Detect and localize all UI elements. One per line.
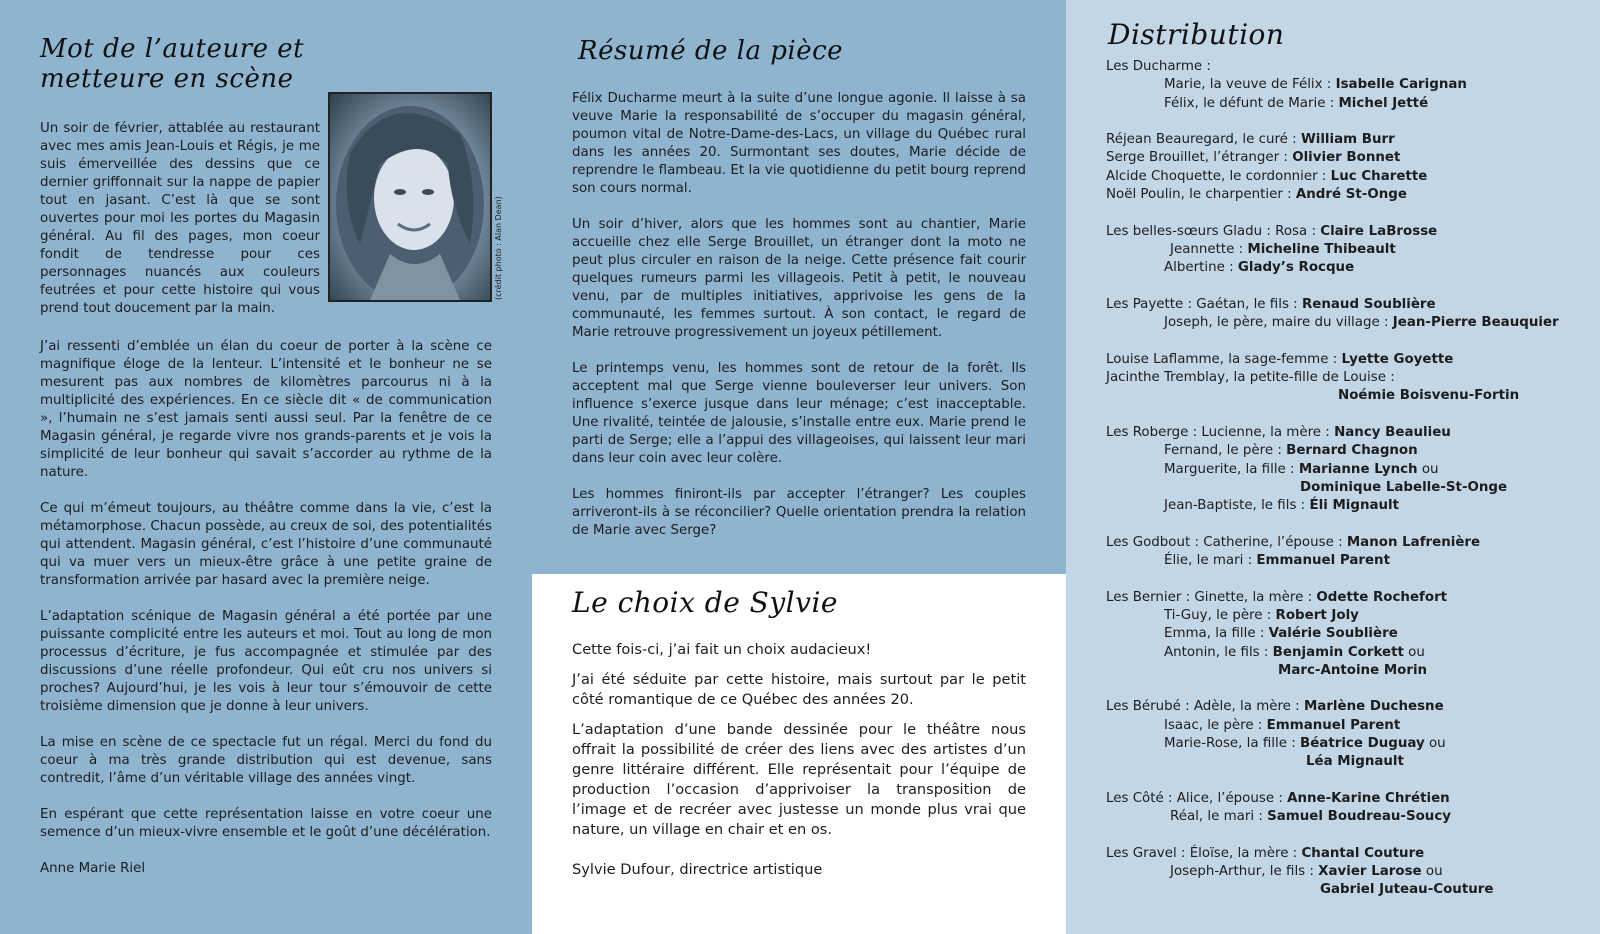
cast-role: Jean-Baptiste, le fils : xyxy=(1164,498,1310,514)
author-photo xyxy=(328,92,492,302)
cast-row xyxy=(1106,552,1586,570)
cast-actor: Dominique Labelle-St-Onge xyxy=(1300,479,1508,495)
cast-row xyxy=(1106,644,1586,662)
cast-actor: Emmanuel Parent xyxy=(1266,717,1401,733)
cast-role: Albertine : xyxy=(1164,260,1238,276)
author-paragraph-3: Ce qui m’émeut toujours, au théâtre comme dans la vie, c’est la métamorphose. Chacun possède, au creux de soi, des potentialités qui attendent. Magasin général, c’est l’histoire d’une communauté qui va muer vers un mieux-être grâce à une petite graine de transformation arrivée par hasard avec la première neige. xyxy=(40,501,492,588)
cast-role: Ti-Guy, le père : xyxy=(1164,607,1276,623)
cast-actor: Anne-Karine Chrétien xyxy=(1287,790,1450,806)
cast-actor: Béatrice Duguay xyxy=(1300,735,1425,751)
cast-row xyxy=(1106,698,1586,716)
resume-text xyxy=(572,90,1026,540)
cast-actor: Nancy Beaulieu xyxy=(1334,424,1451,440)
cast-actor: Glady’s Rocque xyxy=(1237,260,1355,276)
cast-actor: Samuel Boudreau-Soucy xyxy=(1267,809,1451,825)
cast-row xyxy=(1106,424,1586,442)
cast-actor: Marc-Antoine Morin xyxy=(1278,662,1428,678)
cast-role: Les Gravel : Éloïse, la mère : xyxy=(1106,845,1302,861)
cast-row xyxy=(1106,479,1586,497)
cast-row xyxy=(1106,351,1586,369)
cast-actor: Gabriel Juteau-Couture xyxy=(1320,882,1494,898)
cast-row xyxy=(1106,186,1586,204)
cast-row xyxy=(1106,259,1586,277)
author-title: Mot de l’auteure et metteure en scène xyxy=(40,34,305,94)
cast-row xyxy=(1106,735,1586,753)
cast-role: Les Godbout : Catherine, l’épouse : xyxy=(1106,534,1347,550)
cast-role: Alcide Choquette, le cordonnier : xyxy=(1106,168,1331,184)
cast-role: Jeannette : xyxy=(1170,241,1248,257)
cast-actor: Renaud Soublière xyxy=(1301,296,1436,312)
cast-row xyxy=(1106,790,1586,808)
cast-actor: Lyette Goyette xyxy=(1341,351,1454,367)
cast-row xyxy=(1106,131,1586,149)
cast-actor: Luc Charette xyxy=(1330,168,1428,184)
cast-actor: Éli Mignault xyxy=(1309,498,1400,514)
cast-actor: Léa Mignault xyxy=(1306,754,1404,770)
photo-credit: (crédit photo : Alan Dean) xyxy=(494,196,503,300)
cast-actor: Benjamin Corkett xyxy=(1272,644,1404,660)
cast-heading-ducharme: Les Ducharme : xyxy=(1106,59,1211,74)
cast-role: Réal, le mari : xyxy=(1170,809,1268,825)
cast-row xyxy=(1106,863,1586,881)
cast-role: Marie, la veuve de Félix : xyxy=(1164,77,1336,93)
author-signature: Anne Marie Riel xyxy=(40,861,146,876)
cast-role: Emma, la fille : xyxy=(1164,626,1269,642)
cast-role: Les Bernier : Ginette, la mère : xyxy=(1106,589,1317,605)
cast-row xyxy=(1106,753,1586,771)
author-paragraph-2: J’ai ressenti d’emblée un élan du coeur de porter à la scène ce magnifique éloge de la lenteur. L’intensité et le bonheur ne se mesurent pas aux nombres de kilomètres parcourus ni à la multiplicité des expériences. En ce siècle dit « de communication », l’humain ne s’est jamais senti aussi seul. Par la fenêtre de ce Magasin général, je regarde vivre nos grands-parents et je vois la simplicité de leur bonheur qui savait s’accorder au rythme de la nature. xyxy=(40,339,492,480)
portrait-image xyxy=(330,94,490,300)
cast-role: Réjean Beauregard, le curé : xyxy=(1106,132,1301,148)
cast-row xyxy=(1106,168,1586,186)
cast-actor: André St-Onge xyxy=(1295,187,1407,203)
cast-role: Félix, le défunt de Marie : xyxy=(1164,95,1339,111)
cast-actor: Marianne Lynch xyxy=(1298,461,1418,477)
cast-row xyxy=(1106,76,1586,94)
cast-row xyxy=(1106,387,1586,405)
resume-paragraph-2: Un soir d’hiver, alors que les hommes sont au chantier, Marie accueille chez elle Serge Brouillet, un étranger dont la moto ne peut plus circuler en raison de la neige. Cette présence fait courir quelques rumeurs parmi les villageois. Petit à petit, le nouveau venu, par de multiples initiatives, apprivoise les gens de la communauté, les femmes surtout. À son contact, le regard de Marie retrouve progressivement un joyeux pétillement. xyxy=(572,217,1026,340)
cast-row xyxy=(1106,808,1586,826)
author-paragraph-6: En espérant que cette représentation laisse en votre coeur une semence d’un mieux-vivre ensemble et le goût d’une décélération. xyxy=(40,807,492,840)
choix-text xyxy=(572,640,1026,880)
cast-actor: Marlène Duchesne xyxy=(1303,699,1444,715)
cast-row xyxy=(1106,497,1586,515)
cast-role: Les Bérubé : Adèle, la mère : xyxy=(1106,699,1304,715)
cast-role: Les Côté : Alice, l’épouse : xyxy=(1106,790,1288,806)
cast-actor: Jean-Pierre Beauquier xyxy=(1392,315,1559,331)
cast-or: ou xyxy=(1417,461,1439,477)
cast-actor: Robert Joly xyxy=(1275,607,1359,623)
resume-paragraph-1: Félix Ducharme meurt à la suite d’une longue agonie. Il laisse à sa veuve Marie la responsabilité de s’occuper du magasin général, poumon vital de Notre-Dame-des-Lacs, un village du Québec rural dans les années 20. Surmontant ses doutes, Marie décide de reprendre le flambeau. Et la vie quotidienne du petit bourg reprend son cours normal. xyxy=(572,91,1026,196)
choix-signature: Sylvie Dufour, directrice artistique xyxy=(572,861,823,878)
cast-role: Joseph, le père, maire du village : xyxy=(1164,315,1393,331)
cast-role: Antonin, le fils : xyxy=(1164,644,1273,660)
cast-or: ou xyxy=(1421,864,1443,880)
cast-actor: Michel Jetté xyxy=(1338,95,1429,111)
cast-actor: Bernard Chagnon xyxy=(1286,443,1418,459)
cast-role: Les belles-sœurs Gladu : Rosa : xyxy=(1106,223,1321,239)
cast-actor: Claire LaBrosse xyxy=(1320,223,1438,239)
choix-paragraph-1: Cette fois-ci, j’ai fait un choix audacieux! xyxy=(572,641,872,658)
cast-actor: Isabelle Carignan xyxy=(1335,77,1467,93)
resume-title: Résumé de la pièce xyxy=(578,36,844,66)
cast-role: Joseph-Arthur, le fils : xyxy=(1170,864,1319,880)
cast-row xyxy=(1106,881,1586,899)
cast-row xyxy=(1106,296,1586,314)
distribution-title: Distribution xyxy=(1108,18,1285,51)
cast-row xyxy=(1106,607,1586,625)
cast-or: ou xyxy=(1424,735,1446,751)
cast-row xyxy=(1106,369,1586,387)
cast-actor: Odette Rochefort xyxy=(1316,589,1448,605)
cast-role: Les Payette : Gaétan, le fils : xyxy=(1106,296,1302,312)
choix-paragraph-2: J’ai été séduite par cette histoire, mais surtout par le petit côté romantique de ce Québec des années 20. xyxy=(572,671,1026,708)
cast-role: Fernand, le père : xyxy=(1164,443,1287,459)
cast-row xyxy=(1106,845,1586,863)
cast-actor: Xavier Larose xyxy=(1318,864,1422,880)
author-text-body xyxy=(40,338,492,878)
cast-role: Marie-Rose, la fille : xyxy=(1164,735,1300,751)
cast-row xyxy=(1106,149,1586,167)
author-paragraph-4: L’adaptation scénique de Magasin général a été portée par une puissante complicité entre les auteurs et moi. Tout au long de mon processus d’écriture, je fus accompagnée et stimulée par des discussions d’une réelle profondeur. Qui eût cru nos univers si proches? Aujourd’hui, je les vois à leur tour s’émouvoir de cette troisième dimension que je donne à leur univers. xyxy=(40,609,492,714)
cast-role: Marguerite, la fille : xyxy=(1164,461,1299,477)
cast-row xyxy=(1106,314,1586,332)
cast-actor: Emmanuel Parent xyxy=(1256,553,1390,569)
cast-row xyxy=(1106,625,1586,643)
cast-role: Louise Laflamme, la sage-femme : xyxy=(1106,351,1342,367)
cast-row xyxy=(1106,534,1586,552)
cast-actor: Chantal Couture xyxy=(1301,845,1425,861)
cast-actor: Noémie Boisvenu-Fortin xyxy=(1338,388,1520,404)
choix-title: Le choix de Sylvie xyxy=(572,586,838,619)
cast-row xyxy=(1106,589,1586,607)
resume-paragraph-3: Le printemps venu, les hommes sont de retour de la forêt. Ils acceptent mal que Serge vienne bouleverser leur univers. Son influence s’exerce jusque dans leur ménage; c’est inacceptable. Une rivalité, teintée de jalousie, s’installe entre eux. Marie prend le parti de Serge; elle a l’appui des villageoises, qui laissent leur mari dans leur coin avec leur colère. xyxy=(572,361,1026,466)
cast-row xyxy=(1106,241,1586,259)
cast-role: Noël Poulin, le charpentier : xyxy=(1106,187,1296,203)
cast-or: ou xyxy=(1403,644,1425,660)
author-paragraph-1: Un soir de février, attablée au restaurant avec mes amis Jean-Louis et Régis, je me suis émerveillée des dessins que ce dernier griffonnait sur la nappe de papier tout en jasant. C’est là que se sont ouvertes pour moi les portes du Magasin général. Au fil des pages, mon coeur fondit de tendresse pour ces personnages nuancés aux couleurs feutrées et pour cette histoire qui vous prend tout doucement par la main. xyxy=(40,121,320,316)
resume-paragraph-4: Les hommes finiront-ils par accepter l’étranger? Les couples arriveront-ils à se réconcilier? Quelle orientation prendra la relation de Marie avec Serge? xyxy=(572,487,1026,538)
cast-role: Élie, le mari : xyxy=(1164,553,1257,569)
cast-row xyxy=(1106,442,1586,460)
cast-row xyxy=(1106,717,1586,735)
author-panel xyxy=(0,0,532,934)
cast-row xyxy=(1106,223,1586,241)
author-text-intro xyxy=(40,120,320,318)
cast-role: Jacinthe Tremblay, la petite-fille de Louise : xyxy=(1106,370,1395,386)
author-paragraph-5: La mise en scène de ce spectacle fut un régal. Merci du fond du coeur à ma très grande distribution qui est devenue, sans contredit, l’âme d’un véritable village des années vingt. xyxy=(40,735,492,786)
cast-list xyxy=(1106,58,1586,900)
cast-row xyxy=(1106,461,1586,479)
cast-role: Les Roberge : Lucienne, la mère : xyxy=(1106,424,1335,440)
choix-paragraph-3: L’adaptation d’une bande dessinée pour le théâtre nous offrait la possibilité de créer des liens avec des artistes d’un genre littéraire différent. Elle représentait pour l’équipe de production l’occasion d’apprivoiser la transposition de l’image et de recréer avec justesse un monde plus vrai que nature, un village en chair et en os. xyxy=(572,721,1026,838)
cast-actor: Olivier Bonnet xyxy=(1292,150,1401,166)
cast-actor: Manon Lafrenière xyxy=(1346,534,1481,550)
cast-row xyxy=(1106,95,1586,113)
cast-role: Isaac, le père : xyxy=(1164,717,1267,733)
cast-row xyxy=(1106,662,1586,680)
cast-actor: Valérie Soublière xyxy=(1268,626,1398,642)
cast-actor: Micheline Thibeault xyxy=(1247,241,1396,257)
cast-actor: William Burr xyxy=(1300,132,1395,148)
cast-role: Serge Brouillet, l’étranger : xyxy=(1106,150,1293,166)
